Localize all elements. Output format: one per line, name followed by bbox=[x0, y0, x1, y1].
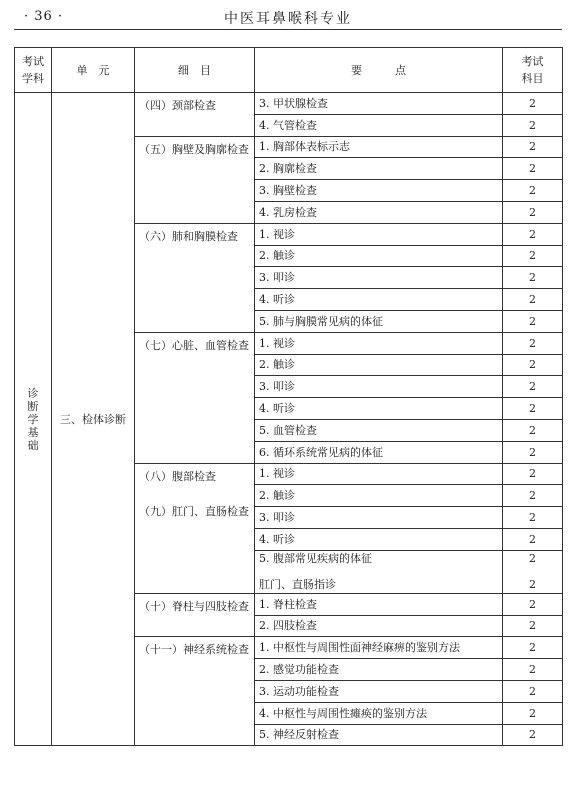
item-cell bbox=[135, 593, 255, 637]
item-label: （十）脊柱与四肢检查 bbox=[139, 599, 249, 613]
col-item: 细 目 bbox=[135, 48, 255, 93]
point-cell: 6. 循环系统常见病的体征 bbox=[255, 441, 503, 463]
point-cell: 2. 胸廓检查 bbox=[255, 158, 503, 180]
level-cell: 2 bbox=[503, 441, 563, 463]
item-cell bbox=[135, 332, 255, 463]
item-label: （七）心脏、血管检查 bbox=[139, 338, 249, 352]
unit-cell: 三、检体诊断 bbox=[52, 93, 135, 746]
item-label: （五）胸壁及胸廓检查 bbox=[139, 142, 249, 156]
point-cell: 3. 甲状腺检查 bbox=[255, 93, 503, 115]
level-cell: 2 bbox=[503, 528, 563, 550]
point-cell: 5. 腹部常见疾病的体征 肛门、直肠指诊 bbox=[255, 550, 503, 593]
point-cell: 4. 听诊 bbox=[255, 289, 503, 311]
point-cell: 1. 胸部体表标示志 bbox=[255, 136, 503, 158]
point-cell: 1. 视诊 bbox=[255, 332, 503, 354]
level-cell: 2 bbox=[503, 376, 563, 398]
item-label: （十一）神经系统检查 bbox=[139, 643, 249, 657]
point-cell: 5. 肺与胸膜常见病的体征 bbox=[255, 310, 503, 332]
level-cell: 2 bbox=[503, 114, 563, 136]
level-cell: 2 bbox=[503, 267, 563, 289]
level-cell: 2 bbox=[503, 485, 563, 507]
level-cell: 2 bbox=[503, 702, 563, 724]
level-cell: 2 bbox=[503, 615, 563, 637]
item-label: （九）肛门、直肠检查 bbox=[139, 504, 249, 518]
point-cell: 2. 触诊 bbox=[255, 485, 503, 507]
syllabus-table bbox=[14, 47, 563, 746]
page-header bbox=[14, 0, 562, 30]
level-cell: 2 bbox=[503, 680, 563, 702]
level-cell: 2 bbox=[503, 354, 563, 376]
item-label: （八）腹部检查 bbox=[139, 469, 216, 483]
level-cell: 2 2 bbox=[503, 550, 563, 593]
level-cell: 2 bbox=[503, 201, 563, 223]
level-cell: 2 bbox=[503, 245, 563, 267]
point-cell: 1. 脊柱检查 bbox=[255, 593, 503, 615]
point-cell: 1. 视诊 bbox=[255, 223, 503, 245]
point-cell: 2. 感觉功能检查 bbox=[255, 659, 503, 681]
point-cell: 3. 运动功能检查 bbox=[255, 680, 503, 702]
point-cell: 4. 听诊 bbox=[255, 528, 503, 550]
point-cell: 4. 听诊 bbox=[255, 398, 503, 420]
level-cell: 2 bbox=[503, 398, 563, 420]
point-cell: 2. 四肢检查 bbox=[255, 615, 503, 637]
level-cell: 2 bbox=[503, 158, 563, 180]
level-cell: 2 bbox=[503, 310, 563, 332]
header-rule bbox=[14, 29, 562, 30]
subject-cell: 诊 断 学 基 础 bbox=[15, 93, 52, 746]
point-cell: 2. 触诊 bbox=[255, 245, 503, 267]
level-cell: 2 bbox=[503, 136, 563, 158]
item-cell bbox=[135, 223, 255, 332]
point-cell: 2. 触诊 bbox=[255, 354, 503, 376]
page-title: 中医耳鼻喉科专业 bbox=[224, 11, 352, 27]
level-cell: 2 bbox=[503, 463, 563, 485]
level-cell: 2 bbox=[503, 724, 563, 746]
page-number: · 36 · bbox=[24, 9, 64, 24]
table-header-row bbox=[15, 48, 563, 93]
table-body bbox=[15, 93, 563, 746]
point-cell: 5. 神经反射检查 bbox=[255, 724, 503, 746]
point-cell: 4. 气管检查 bbox=[255, 114, 503, 136]
level-cell: 2 bbox=[503, 659, 563, 681]
item-label: （四）颈部检查 bbox=[139, 99, 216, 112]
item-cell bbox=[135, 136, 255, 223]
level-cell: 2 bbox=[503, 419, 563, 441]
col-points: 要 点 bbox=[255, 48, 503, 93]
level-cell: 2 bbox=[503, 332, 563, 354]
level-cell: 2 bbox=[503, 180, 563, 202]
level-cell: 2 bbox=[503, 507, 563, 529]
level-cell: 2 bbox=[503, 637, 563, 659]
col-level: 考试 科目 bbox=[503, 48, 563, 93]
point-cell: 4. 中枢性与周围性瘫痪的鉴别方法 bbox=[255, 702, 503, 724]
item-label: （六）肺和胸膜检查 bbox=[139, 229, 238, 243]
level-cell: 2 bbox=[503, 223, 563, 245]
point-cell: 5. 血管检查 bbox=[255, 419, 503, 441]
level-cell: 2 bbox=[503, 93, 563, 115]
point-cell: 3. 叩诊 bbox=[255, 267, 503, 289]
level-cell: 2 bbox=[503, 593, 563, 615]
point-cell: 1. 中枢性与周围性面神经麻痹的鉴别方法 bbox=[255, 637, 503, 659]
item-cell bbox=[135, 93, 255, 137]
point-cell: 1. 视诊 bbox=[255, 463, 503, 485]
col-subject: 考试 学科 bbox=[15, 48, 52, 93]
table-row bbox=[15, 93, 563, 115]
point-cell: 4. 乳房检查 bbox=[255, 201, 503, 223]
point-cell: 3. 叩诊 bbox=[255, 507, 503, 529]
point-cell: 3. 叩诊 bbox=[255, 376, 503, 398]
item-cell bbox=[135, 637, 255, 746]
level-cell: 2 bbox=[503, 289, 563, 311]
col-unit: 单 元 bbox=[52, 48, 135, 93]
point-cell: 3. 胸壁检查 bbox=[255, 180, 503, 202]
item-cell bbox=[135, 463, 255, 593]
